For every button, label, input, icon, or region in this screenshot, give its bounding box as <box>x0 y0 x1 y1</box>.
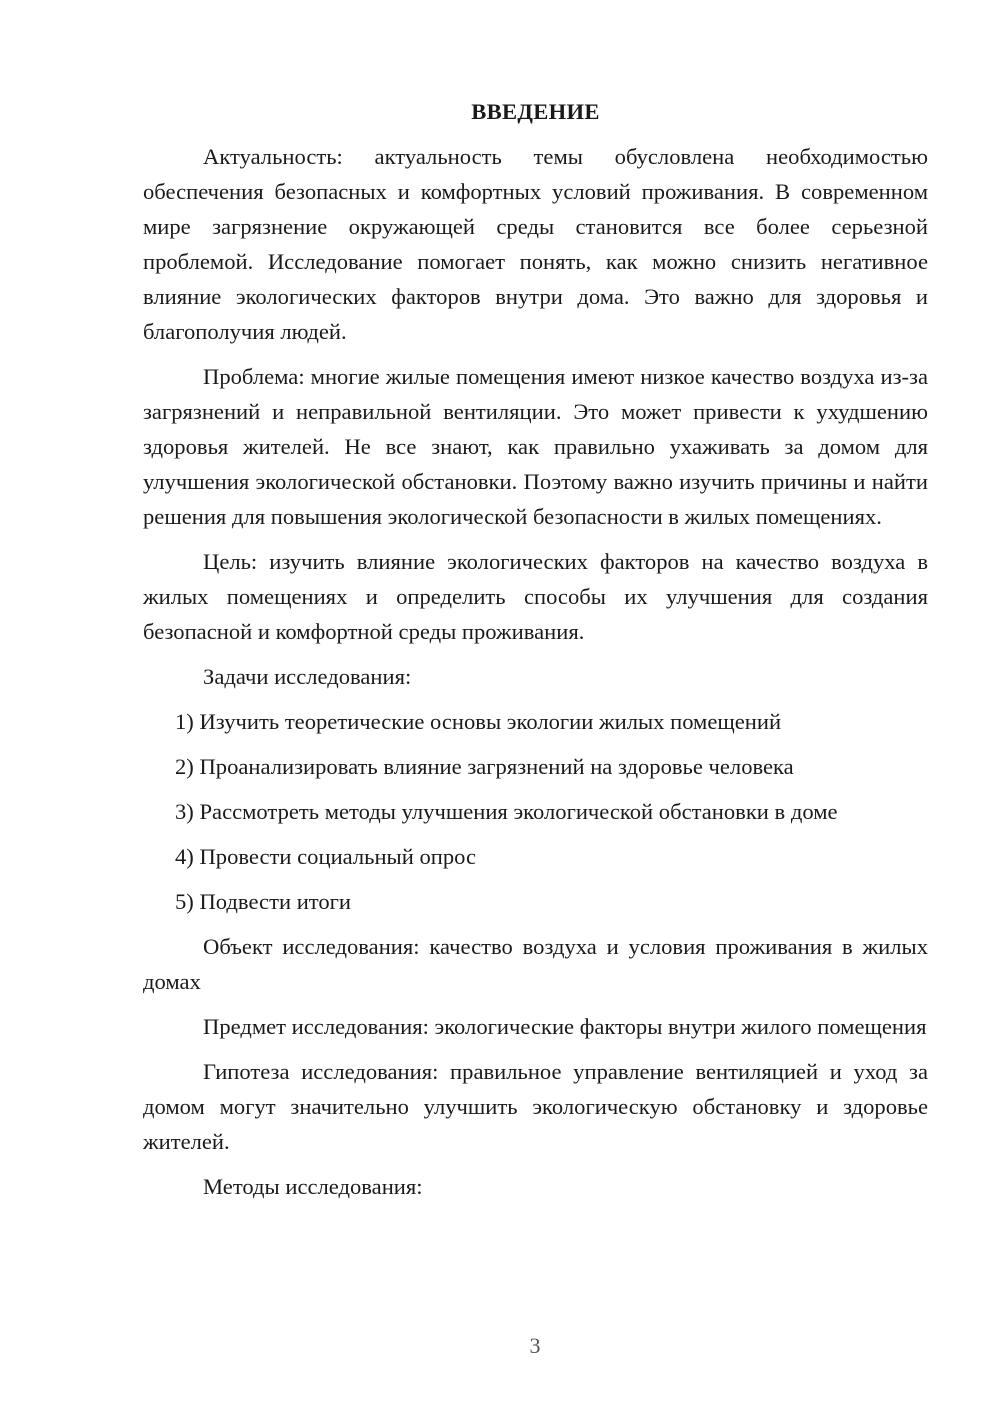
object-paragraph: Объект исследования: качество воздуха и условия проживания в жилых домах <box>143 934 928 994</box>
methods-heading: Методы исследования: <box>203 1174 423 1199</box>
goal-paragraph: Цель: изучить влияние экологических факторов на качество воздуха в жилых помещениях и определить способы их улучшения для создания безопасной и комфортной среды проживания. <box>143 549 928 644</box>
relevance-paragraph: Актуальность: актуальность темы обусловлена необходимостью обеспечения безопасных и комфортных условий проживания. В современном мире загрязнение окружающей среды становится все более серьезной проблемой. Исследование помогает понять, как можно снизить негативное влияние экологических факторов внутри дома. Это важно для здоровья и благополучия людей. <box>143 144 928 344</box>
task-item: 3) Рассмотреть методы улучшения экологической обстановки в доме <box>175 799 838 824</box>
page-number: 3 <box>529 1333 541 1358</box>
task-item: 1) Изучить теоретические основы экологии жилых помещений <box>175 709 782 734</box>
task-item: 2) Проанализировать влияние загрязнений на здоровье человека <box>175 754 794 779</box>
task-item: 5) Подвести итоги <box>175 889 352 914</box>
document-page <box>143 94 928 1214</box>
hypothesis-paragraph: Гипотеза исследования: правильное управление вентиляцией и уход за домом могут значительно улучшить экологическую обстановку и здоровье жителей. <box>143 1059 928 1154</box>
section-title: ВВЕДЕНИЕ <box>471 99 600 124</box>
task-item: 4) Провести социальный опрос <box>175 844 477 869</box>
tasks-heading: Задачи исследования: <box>203 664 412 689</box>
problem-paragraph: Проблема: многие жилые помещения имеют низкое качество воздуха из-за загрязнений и неправильной вентиляции. Это может привести к ухудшению здоровья жителей. Не все знают, как правильно ухаживать за домом для улучшения экологической обстановки. Поэтому важно изучить причины и найти решения для повышения экологической безопасности в жилых помещениях. <box>143 364 928 529</box>
subject-paragraph: Предмет исследования: экологические факторы внутри жилого помещения <box>203 1014 927 1039</box>
